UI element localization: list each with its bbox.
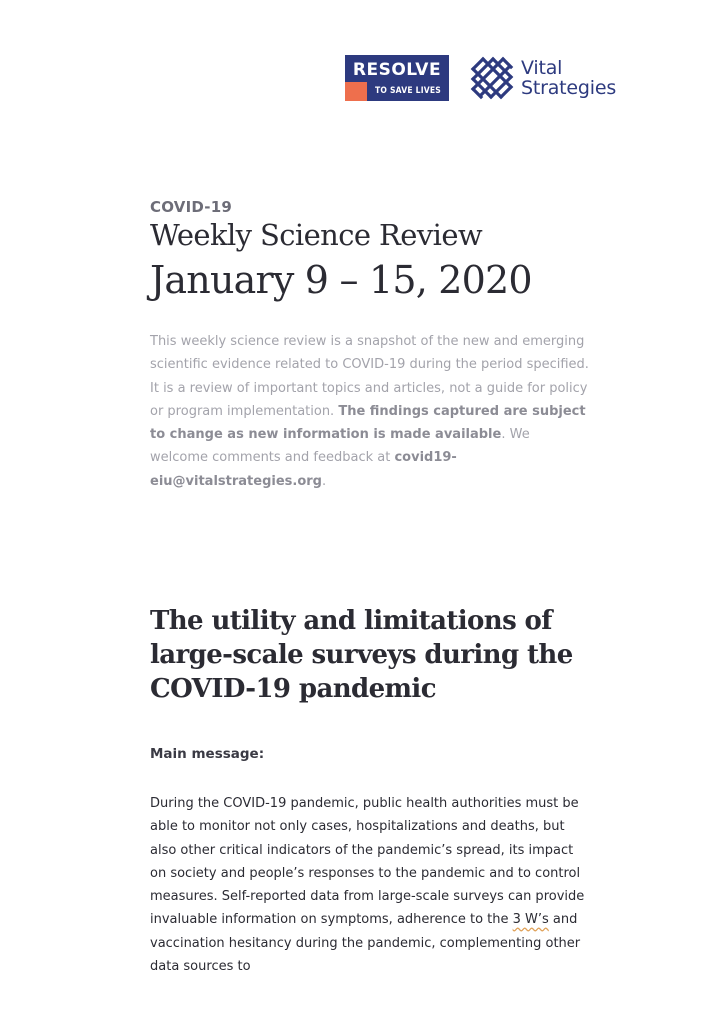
resolve-logo-accent — [345, 82, 367, 101]
vital-strategies-mark-icon — [469, 55, 515, 101]
intro-disclaimer: The findings captured are subject to change as new information is made available — [150, 403, 586, 443]
resolve-logo — [345, 55, 449, 101]
resolve-logo-wordmark: RESOLVE — [345, 55, 449, 82]
page-kicker: COVID-19 — [150, 198, 232, 216]
intro-paragraph: This weekly science review is a snapshot of the new and emerging scientific evidence related to COVID-19 during the period specified. It is a review of important topics and articles, not a guide for policy or program implementation. The findings captured are subject to change as new information is made available. We welcome comments and feedback at covid19-eiu@vitalstrategies.org. — [150, 334, 589, 489]
main-message-label: Main message: — [150, 746, 265, 762]
page-title: Weekly Science Review — [150, 218, 483, 252]
section-heading: The utility and limitations of large-scale surveys during the COVID-19 pandemic — [150, 606, 573, 704]
page-date-range: January 9 – 15, 2020 — [150, 258, 532, 302]
vital-logo-line2: Strategies — [521, 77, 617, 99]
vital-strategies-logo — [469, 55, 616, 101]
contact-email-link[interactable]: covid19-eiu@vitalstrategies.org — [150, 450, 457, 489]
vital-logo-line1: Vital — [521, 57, 563, 79]
spellcheck-highlight: 3 W’s — [512, 912, 549, 928]
resolve-logo-tagline: TO SAVE LIVES — [367, 82, 449, 101]
main-message-body: During the COVID-19 pandemic, public health authorities must be able to monitor not only cases, hospitalizations and deaths, but also other critical indicators of the pandemic’s spread, its impact on society and people’s responses to the pandemic and to control measures. Self-reported data from large-scale surveys can provide invaluable information on symptoms, adherence to the 3 W’s and vaccination hesitancy during the pandemic, complementing other data sources to — [150, 796, 585, 975]
